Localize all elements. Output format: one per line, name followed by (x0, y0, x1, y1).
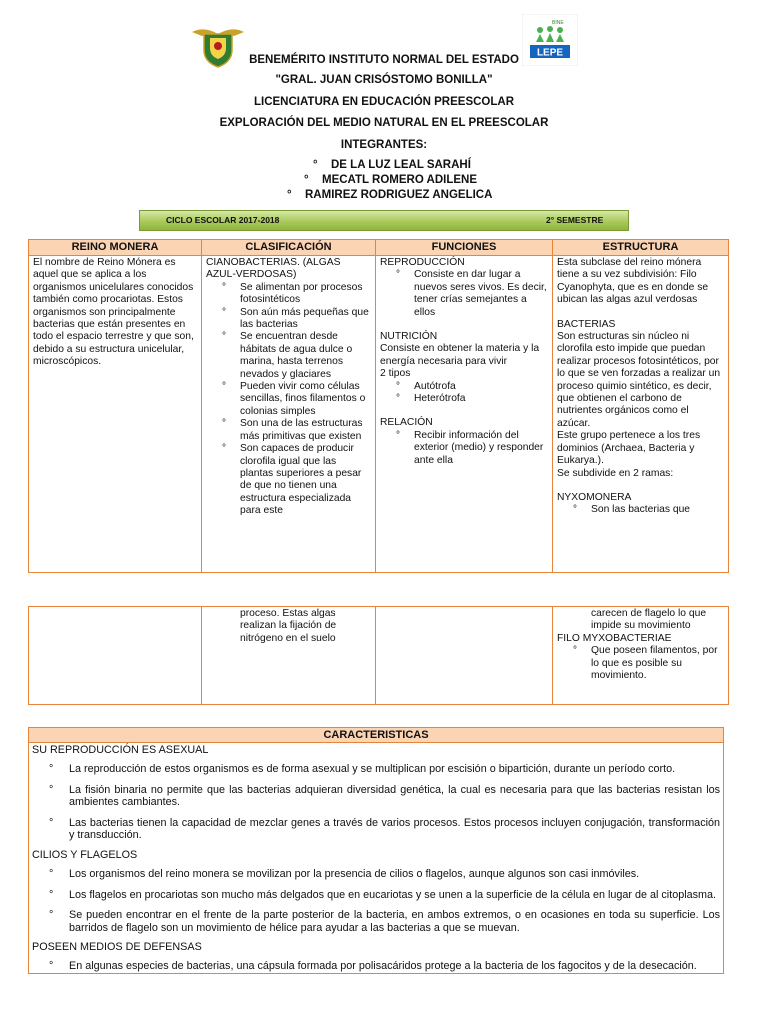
lepe-logo-text: LEPE (536, 47, 564, 59)
estructura-cell-cont (553, 607, 729, 705)
relacion-list (380, 430, 548, 467)
clasificacion-cell (202, 256, 376, 573)
section-heading: SU REPRODUCCIÓN ES ASEXUAL (32, 744, 209, 756)
cianobacterias-continued-text: proceso. Estas algas realizan la fijación de nitrógeno en el suelo (240, 608, 337, 644)
semester: 2° SEMESTRE (546, 215, 604, 225)
nutricion-types: 2 tipos (380, 368, 411, 380)
members-label: INTEGRANTES: (340, 139, 428, 151)
table-row (29, 607, 729, 705)
list-item: ° En algunas especies de bacterias, una cápsula formada por polisacáridos protege a la bacteria de los fagocitos y de la desecación. (69, 960, 720, 973)
list-item: ° Los organismos del reino monera se movilizan por la presencia de cilios o flagelos, aunque algunos son casi inmóviles. (69, 868, 720, 881)
header-funciones: FUNCIONES (376, 240, 553, 256)
table-row (29, 256, 729, 573)
myxobacteriae-list (557, 645, 724, 682)
reino-monera-text: El nombre de Reino Mónera es aquel que se aplica a los organismos unicelulares conocidos también como procariotas. Estos organismos son principalmente bacterias que están presentes en todo el espacio terrestre y que son, debido a su estructura unicelular, microscópicos. (33, 257, 194, 368)
list-item: ° La fisión binaria no permite que las bacterias adquieran diversidad genética, la cual es necesaria para que las bacterias resistan los ambientes cambiantes. (69, 784, 720, 809)
table-header-row (29, 240, 729, 256)
myxobacteriae-title: FILO MYXOBACTERIAE (557, 632, 672, 644)
school-name: "GRAL. JUAN CRISÓSTOMO BONILLA" (275, 74, 493, 86)
cianobacterias-title: CIANOBACTERIAS. (ALGAS AZUL-VERDOSAS) (206, 257, 341, 281)
section-list (29, 960, 723, 973)
dominios-text: Este grupo pertenece a los tres dominios (Archaea, Bacteria y Eukarya.). (557, 430, 701, 467)
list-item: ° Que poseen filamentos, por lo que es posible su movimiento. (591, 645, 724, 682)
header-clasificacion: CLASIFICACIÓN (202, 240, 376, 256)
list-item: ° Son una de las estructuras más primitivas que existen (240, 418, 371, 443)
reino-monera-cell-cont (29, 607, 202, 705)
nutricion-list (380, 381, 548, 406)
school-cycle-banner (139, 210, 629, 231)
bacterias-title: BACTERIAS (557, 318, 616, 330)
member-item: ° RAMIREZ RODRIGUEZ ANGELICA (287, 189, 493, 201)
header-estructura: ESTRUCTURA (553, 240, 729, 256)
clasificacion-cell-cont (202, 607, 376, 705)
ramas-text: Se subdivide en 2 ramas: (557, 467, 674, 479)
caracteristicas-title: CARACTERISTICAS (29, 728, 723, 743)
monera-table (28, 239, 729, 573)
nutricion-text: Consiste en obtener la materia y la energía necesaria para vivir (380, 343, 540, 367)
section-heading: POSEEN MEDIOS DE DEFENSAS (32, 941, 202, 954)
list-item: ° Autótrofa (414, 381, 548, 393)
list-item: ° Se pueden encontrar en el frente de la parte posterior de la bacteria, en ambos extremos, o en ocasiones en toda su superficie. Los barridos de flagelo son un movimiento de hélice para ayudar a las bacterias a que se muevan. (69, 909, 720, 934)
funciones-cell (376, 256, 553, 573)
funciones-cell-cont (376, 607, 553, 705)
list-item: ° Se alimentan por procesos fotosintéticos (240, 282, 371, 307)
list-item: ° Se encuentran desde hábitats de agua dulce o marina, hasta terrenos nevados y glaciares (240, 331, 371, 381)
institution-name: BENEMÉRITO INSTITUTO NORMAL DEL ESTADO (249, 54, 519, 66)
list-item: ° Son capaces de producir clorofila igual que las plantas superiores a pesar de que no tienen una estructura especializada para este (240, 443, 371, 517)
cianobacterias-list (206, 282, 371, 518)
estructura-intro: Esta subclase del reino mónera tiene a su vez subdivisión: Filo Cyanophyta, que es en donde se ubican las algas azul verdosas (557, 257, 709, 306)
relacion-title: RELACIÓN (380, 417, 433, 429)
section-heading: CILIOS Y FLAGELOS (32, 848, 138, 861)
list-item: ° Son aún más pequeñas que las bacterias (240, 307, 371, 332)
reino-monera-cell (29, 256, 202, 573)
list-item: ° Recibir información del exterior (medio) y responder ante ella (414, 430, 548, 467)
nyxomonera-list (557, 504, 724, 516)
reproduccion-list (380, 269, 548, 319)
caracteristicas-box (28, 727, 724, 974)
estructura-cell (553, 256, 729, 573)
course-title: EXPLORACIÓN DEL MEDIO NATURAL EN EL PREESCOLAR (219, 117, 549, 129)
list-item: ° Pueden vivir como células sencillas, finos filamentos o colonias simples (240, 381, 371, 418)
nyxomonera-continued-text: carecen de flagelo lo que impide su movimiento (591, 608, 707, 632)
nutricion-title: NUTRICIÓN (380, 331, 438, 343)
section-list (29, 868, 723, 934)
list-item: ° La reproducción de estos organismos es de forma asexual y se multiplican por escisión o bipartición, durante un período corto. (69, 763, 720, 776)
monera-table-continued (28, 606, 729, 705)
list-item: ° Los flagelos en procariotas son mucho más delgados que en eucariotas y se unen a la superficie de la célula en lugar de al citoplasma. (69, 889, 720, 902)
header-reino-monera: REINO MONERA (29, 240, 202, 256)
bacterias-text: Son estructuras sin núcleo ni clorofila esto impide que puedan realizar procesos fotosintéticos, por lo que se ven forzadas a realizar un proceso quimio sintético, es decir, que obtienen el carbono de nutrientes orgánicos como el azúcar. (557, 331, 721, 429)
list-item: ° Consiste en dar lugar a nuevos seres vivos. Es decir, tener crías semejantes a ellos (414, 269, 548, 319)
nyxomonera-title: NYXOMONERA (557, 491, 632, 503)
school-cycle: CICLO ESCOLAR 2017-2018 (166, 215, 280, 225)
member-item: ° DE LA LUZ LEAL SARAHÍ (313, 159, 471, 171)
list-item: ° Heterótrofa (414, 393, 548, 405)
list-item: ° Las bacterias tienen la capacidad de mezclar genes a través de varios procesos. Estos procesos incluyen conjugación, transformación y transducción. (69, 817, 720, 842)
lepe-logo-small-text: BINE (552, 20, 564, 26)
section-list (29, 763, 723, 842)
list-item: ° Son las bacterias que (591, 504, 724, 516)
member-item: ° MECATL ROMERO ADILENE (304, 174, 478, 186)
reproduccion-title: REPRODUCCIÓN (380, 257, 465, 268)
degree-title: LICENCIATURA EN EDUCACIÓN PREESCOLAR (253, 96, 515, 108)
